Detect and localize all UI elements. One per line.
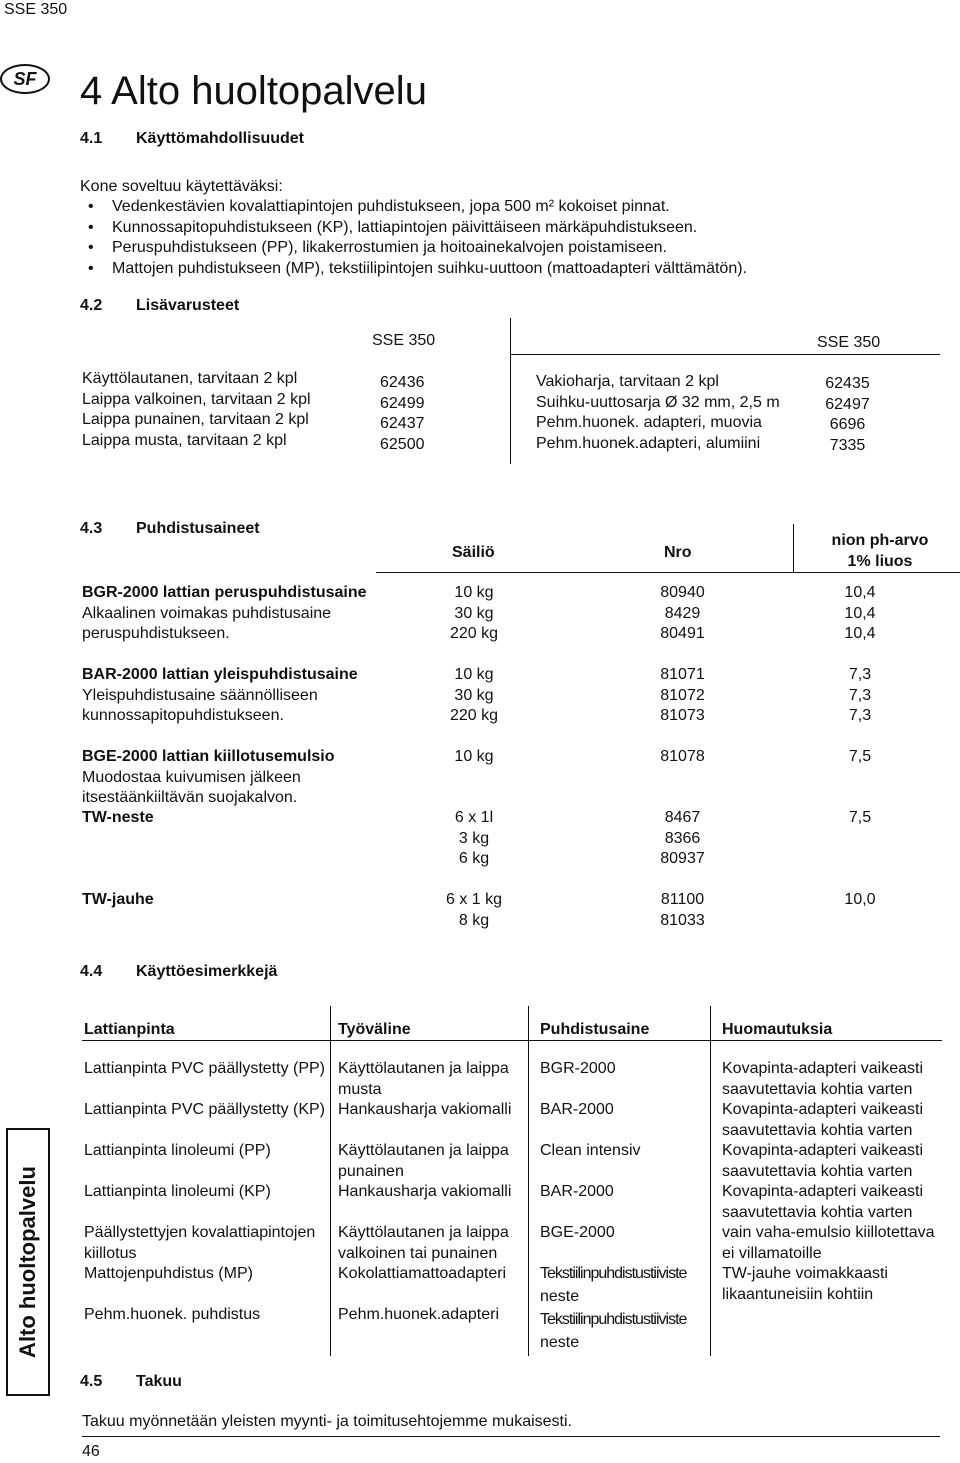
cleaner-container-size: 8 kg [458, 911, 490, 929]
examples-divider-3 [710, 1006, 711, 1356]
example-agent: BGR-2000 [540, 1060, 616, 1077]
example-note: saavutettavia kohtia varten [722, 1162, 913, 1180]
section-4-2-title: Lisävarusteet [136, 297, 240, 314]
section-4-3-number: 4.3 [80, 520, 103, 537]
example-note: saavutettavia kohtia varten [722, 1203, 913, 1221]
example-tool: Kokolattiamattoadapteri [338, 1265, 507, 1282]
example-tool: musta [338, 1080, 382, 1098]
bullet-icon: • [88, 198, 94, 215]
cleaner-name: TW-neste [82, 809, 154, 826]
cleaner-product-number: 8366 [664, 829, 701, 847]
example-agent: BAR-2000 [540, 1101, 614, 1118]
column-container: Säiliö [452, 544, 495, 561]
cleaner-product-number: 81100 [660, 891, 705, 908]
warranty-text: Takuu myönnetään yleisten myynti- ja toimitusehtojemme mukaisesti. [82, 1413, 572, 1430]
cleaners-header-divider [793, 524, 794, 572]
page-title: 4 Alto huoltopalvelu [80, 69, 427, 113]
example-note: Kovapinta-adapteri vaikeasti [722, 1183, 924, 1200]
section-4-4-title: Käyttöesimerkkejä [136, 963, 278, 980]
accessory-right-code: 62435 [825, 375, 870, 392]
usage-bullet-text: Vedenkestävien kovalattiapintojen puhdistukseen, jopa 500 m² kokoiset pinnat. [112, 198, 670, 215]
cleaner-description: kunnossapitopuhdistukseen. [82, 707, 284, 724]
footer-rule [82, 1436, 940, 1437]
example-tool: valkoinen tai punainen [338, 1244, 498, 1262]
section-4-2-number: 4.2 [80, 297, 103, 314]
accessory-left-item: Laippa valkoinen, tarvitaan 2 kpl [82, 390, 311, 408]
column-ph-line2: 1% liuos [847, 553, 913, 570]
example-agent: BAR-2000 [540, 1183, 614, 1200]
examples-header-tool: Työväline [338, 1021, 411, 1038]
section-4-1-title: Käyttömahdollisuudet [136, 130, 305, 147]
cleaner-container-size: 6 kg [458, 850, 490, 867]
cleaner-container-size: 30 kg [454, 604, 494, 622]
example-note: TW-jauhe voimakkaasti [722, 1265, 888, 1282]
cleaner-container-size: 3 kg [458, 829, 490, 847]
accessory-right-code: 7335 [829, 436, 866, 454]
accessories-header-rule [510, 354, 940, 355]
example-note: vain vaha-emulsio kiillotettava [722, 1224, 935, 1241]
example-note: saavutettavia kohtia varten [722, 1080, 913, 1098]
model-header: SSE 350 [4, 1, 68, 18]
cleaner-container-size: 30 kg [454, 686, 494, 704]
example-surface: kiillotus [84, 1244, 137, 1262]
accessory-right-code: 6696 [829, 416, 866, 433]
accessory-left-code: 62500 [380, 435, 425, 453]
bullet-icon: • [88, 239, 94, 256]
cleaner-product-number: 81033 [660, 911, 705, 929]
example-surface: Pehm.huonek. puhdistus [84, 1306, 261, 1323]
cleaner-name: TW-jauhe [82, 891, 154, 908]
accessory-left-code: 62499 [380, 394, 425, 412]
cleaner-product-number: 81071 [660, 666, 705, 683]
example-note: Kovapinta-adapteri vaikeasti [722, 1060, 924, 1077]
example-agent: Clean intensiv [540, 1142, 641, 1159]
accessory-right-item: Pehm.huonek.adapteri, alumiini [536, 434, 761, 452]
cleaner-product-number: 8429 [664, 604, 701, 622]
accessories-divider [510, 318, 511, 464]
section-4-5-title: Takuu [136, 1373, 182, 1390]
accessory-left-item: Laippa musta, tarvitaan 2 kpl [82, 431, 287, 449]
cleaner-ph-value: 10,4 [844, 584, 876, 601]
cleaner-container-size: 10 kg [454, 584, 494, 601]
cleaner-container-size: 6 x 1l [454, 809, 494, 826]
examples-divider-1 [330, 1006, 331, 1356]
column-nro: Nro [664, 544, 692, 561]
example-surface: Lattianpinta PVC päällystetty (KP) [84, 1101, 326, 1118]
example-tool: Käyttölautanen ja laippa [338, 1224, 509, 1241]
cleaner-description: itsestäänkiiltävän suojakalvon. [82, 789, 298, 806]
side-chapter-label: Alto huoltopalvelu [15, 1166, 40, 1358]
examples-header-rule [82, 1040, 942, 1041]
cleaner-ph-value: 7,5 [848, 748, 872, 765]
page-number: 46 [82, 1443, 100, 1460]
section-4-5-number: 4.5 [80, 1373, 103, 1390]
section-4-3-title: Puhdistusaineet [136, 520, 260, 537]
example-note: ei villamatoille [722, 1244, 822, 1262]
example-surface: Lattianpinta linoleumi (PP) [84, 1142, 271, 1159]
cleaner-product-number: 80491 [660, 625, 705, 642]
accessory-right-item: Vakioharja, tarvitaan 2 kpl [536, 373, 719, 390]
example-surface: Mattojenpuhdistus (MP) [84, 1265, 253, 1282]
cleaner-name: BGR-2000 lattian peruspuhdistusaine [82, 584, 367, 601]
accessory-right-code: 62497 [825, 395, 870, 413]
cleaner-ph-value: 7,3 [848, 707, 872, 724]
section-4-1-intro: Kone soveltuu käytettäväksi: [80, 178, 283, 195]
cleaner-product-number: 81078 [660, 748, 705, 765]
example-agent: Tekstiilinpuhdistustiiviste [540, 1265, 687, 1282]
accessories-right-header: SSE 350 [817, 334, 881, 351]
accessory-right-item: Suihku-uuttosarja Ø 32 mm, 2,5 m [536, 393, 780, 411]
example-tool: Käyttölautanen ja laippa [338, 1142, 509, 1159]
accessories-left-header: SSE 350 [372, 332, 436, 349]
example-tool: Hankausharja vakiomalli [338, 1183, 512, 1200]
cleaner-name: BAR-2000 lattian yleispuhdistusaine [82, 666, 358, 683]
example-agent: neste [540, 1334, 580, 1351]
example-note: Kovapinta-adapteri vaikeasti [722, 1101, 924, 1118]
bullet-icon: • [88, 218, 94, 236]
usage-bullet-text: Kunnossapitopuhdistukseen (KP), lattiapintojen päivittäiseen märkäpuhdistukseen. [112, 218, 698, 236]
section-4-1-number: 4.1 [80, 130, 103, 147]
example-note: saavutettavia kohtia varten [722, 1121, 913, 1139]
examples-header-notes: Huomautuksia [722, 1021, 833, 1038]
cleaner-ph-value: 7,5 [848, 809, 872, 826]
cleaner-product-number: 81072 [660, 686, 705, 704]
cleaner-description: Alkaalinen voimakas puhdistusaine [82, 604, 332, 622]
cleaner-ph-value: 10,4 [844, 625, 876, 642]
example-surface: Lattianpinta linoleumi (KP) [84, 1183, 271, 1200]
section-4-4-number: 4.4 [80, 963, 103, 980]
cleaner-container-size: 220 kg [449, 625, 499, 642]
cleaner-description: Yleispuhdistusaine säännölliseen [82, 686, 318, 704]
accessory-left-item: Käyttölautanen, tarvitaan 2 kpl [82, 370, 298, 387]
cleaner-ph-value: 10,4 [844, 604, 876, 622]
cleaner-description: peruspuhdistukseen. [82, 625, 230, 642]
side-chapter-tab [6, 1128, 50, 1396]
example-surface: Päällystettyjen kovalattiapintojen [84, 1224, 316, 1241]
example-agent: Tekstiilinpuhdistustiiviste [540, 1311, 687, 1328]
example-agent: BGE-2000 [540, 1224, 615, 1241]
cleaner-container-size: 10 kg [454, 748, 494, 765]
cleaner-ph-value: 10,0 [844, 891, 876, 908]
cleaner-product-number: 80940 [660, 584, 705, 601]
cleaner-container-size: 6 x 1 kg [445, 891, 503, 908]
example-tool: Käyttölautanen ja laippa [338, 1060, 509, 1077]
accessory-left-code: 62437 [380, 415, 425, 432]
language-badge: SF [0, 64, 50, 94]
cleaner-name: BGE-2000 lattian kiillotusemulsio [82, 748, 335, 765]
example-agent: neste [540, 1288, 580, 1305]
example-note: Kovapinta-adapteri vaikeasti [722, 1142, 924, 1159]
usage-bullet-text: Peruspuhdistukseen (PP), likakerrostumien ja hoitoainekalvojen poistamiseen. [112, 239, 667, 256]
cleaner-product-number: 8467 [664, 809, 701, 826]
column-ph-line1: nion ph-arvo [831, 532, 929, 549]
usage-bullet-text: Mattojen puhdistukseen (MP), tekstiilipintojen suihku-uuttoon (mattoadapteri välttämätön). [112, 259, 747, 277]
example-tool: Hankausharja vakiomalli [338, 1101, 512, 1118]
accessory-left-item: Laippa punainen, tarvitaan 2 kpl [82, 411, 309, 428]
accessory-left-code: 62436 [380, 374, 425, 391]
example-tool: punainen [338, 1162, 404, 1180]
cleaner-product-number: 81073 [660, 707, 705, 724]
example-note: likaantuneisiin kohtiin [722, 1285, 874, 1303]
cleaner-container-size: 220 kg [449, 707, 499, 724]
cleaner-product-number: 80937 [660, 850, 705, 867]
examples-header-agent: Puhdistusaine [540, 1021, 650, 1038]
cleaner-description: Muodostaa kuivumisen jälkeen [82, 768, 301, 786]
example-tool: Pehm.huonek.adapteri [338, 1306, 499, 1323]
bullet-icon: • [88, 259, 94, 277]
accessory-right-item: Pehm.huonek. adapteri, muovia [536, 414, 762, 431]
examples-divider-2 [528, 1006, 529, 1356]
cleaners-header-rule [376, 572, 960, 573]
cleaner-container-size: 10 kg [454, 666, 494, 683]
examples-header-surface: Lattianpinta [84, 1021, 175, 1038]
cleaner-ph-value: 7,3 [848, 666, 872, 683]
example-surface: Lattianpinta PVC päällystetty (PP) [84, 1060, 326, 1077]
cleaner-ph-value: 7,3 [848, 686, 872, 704]
